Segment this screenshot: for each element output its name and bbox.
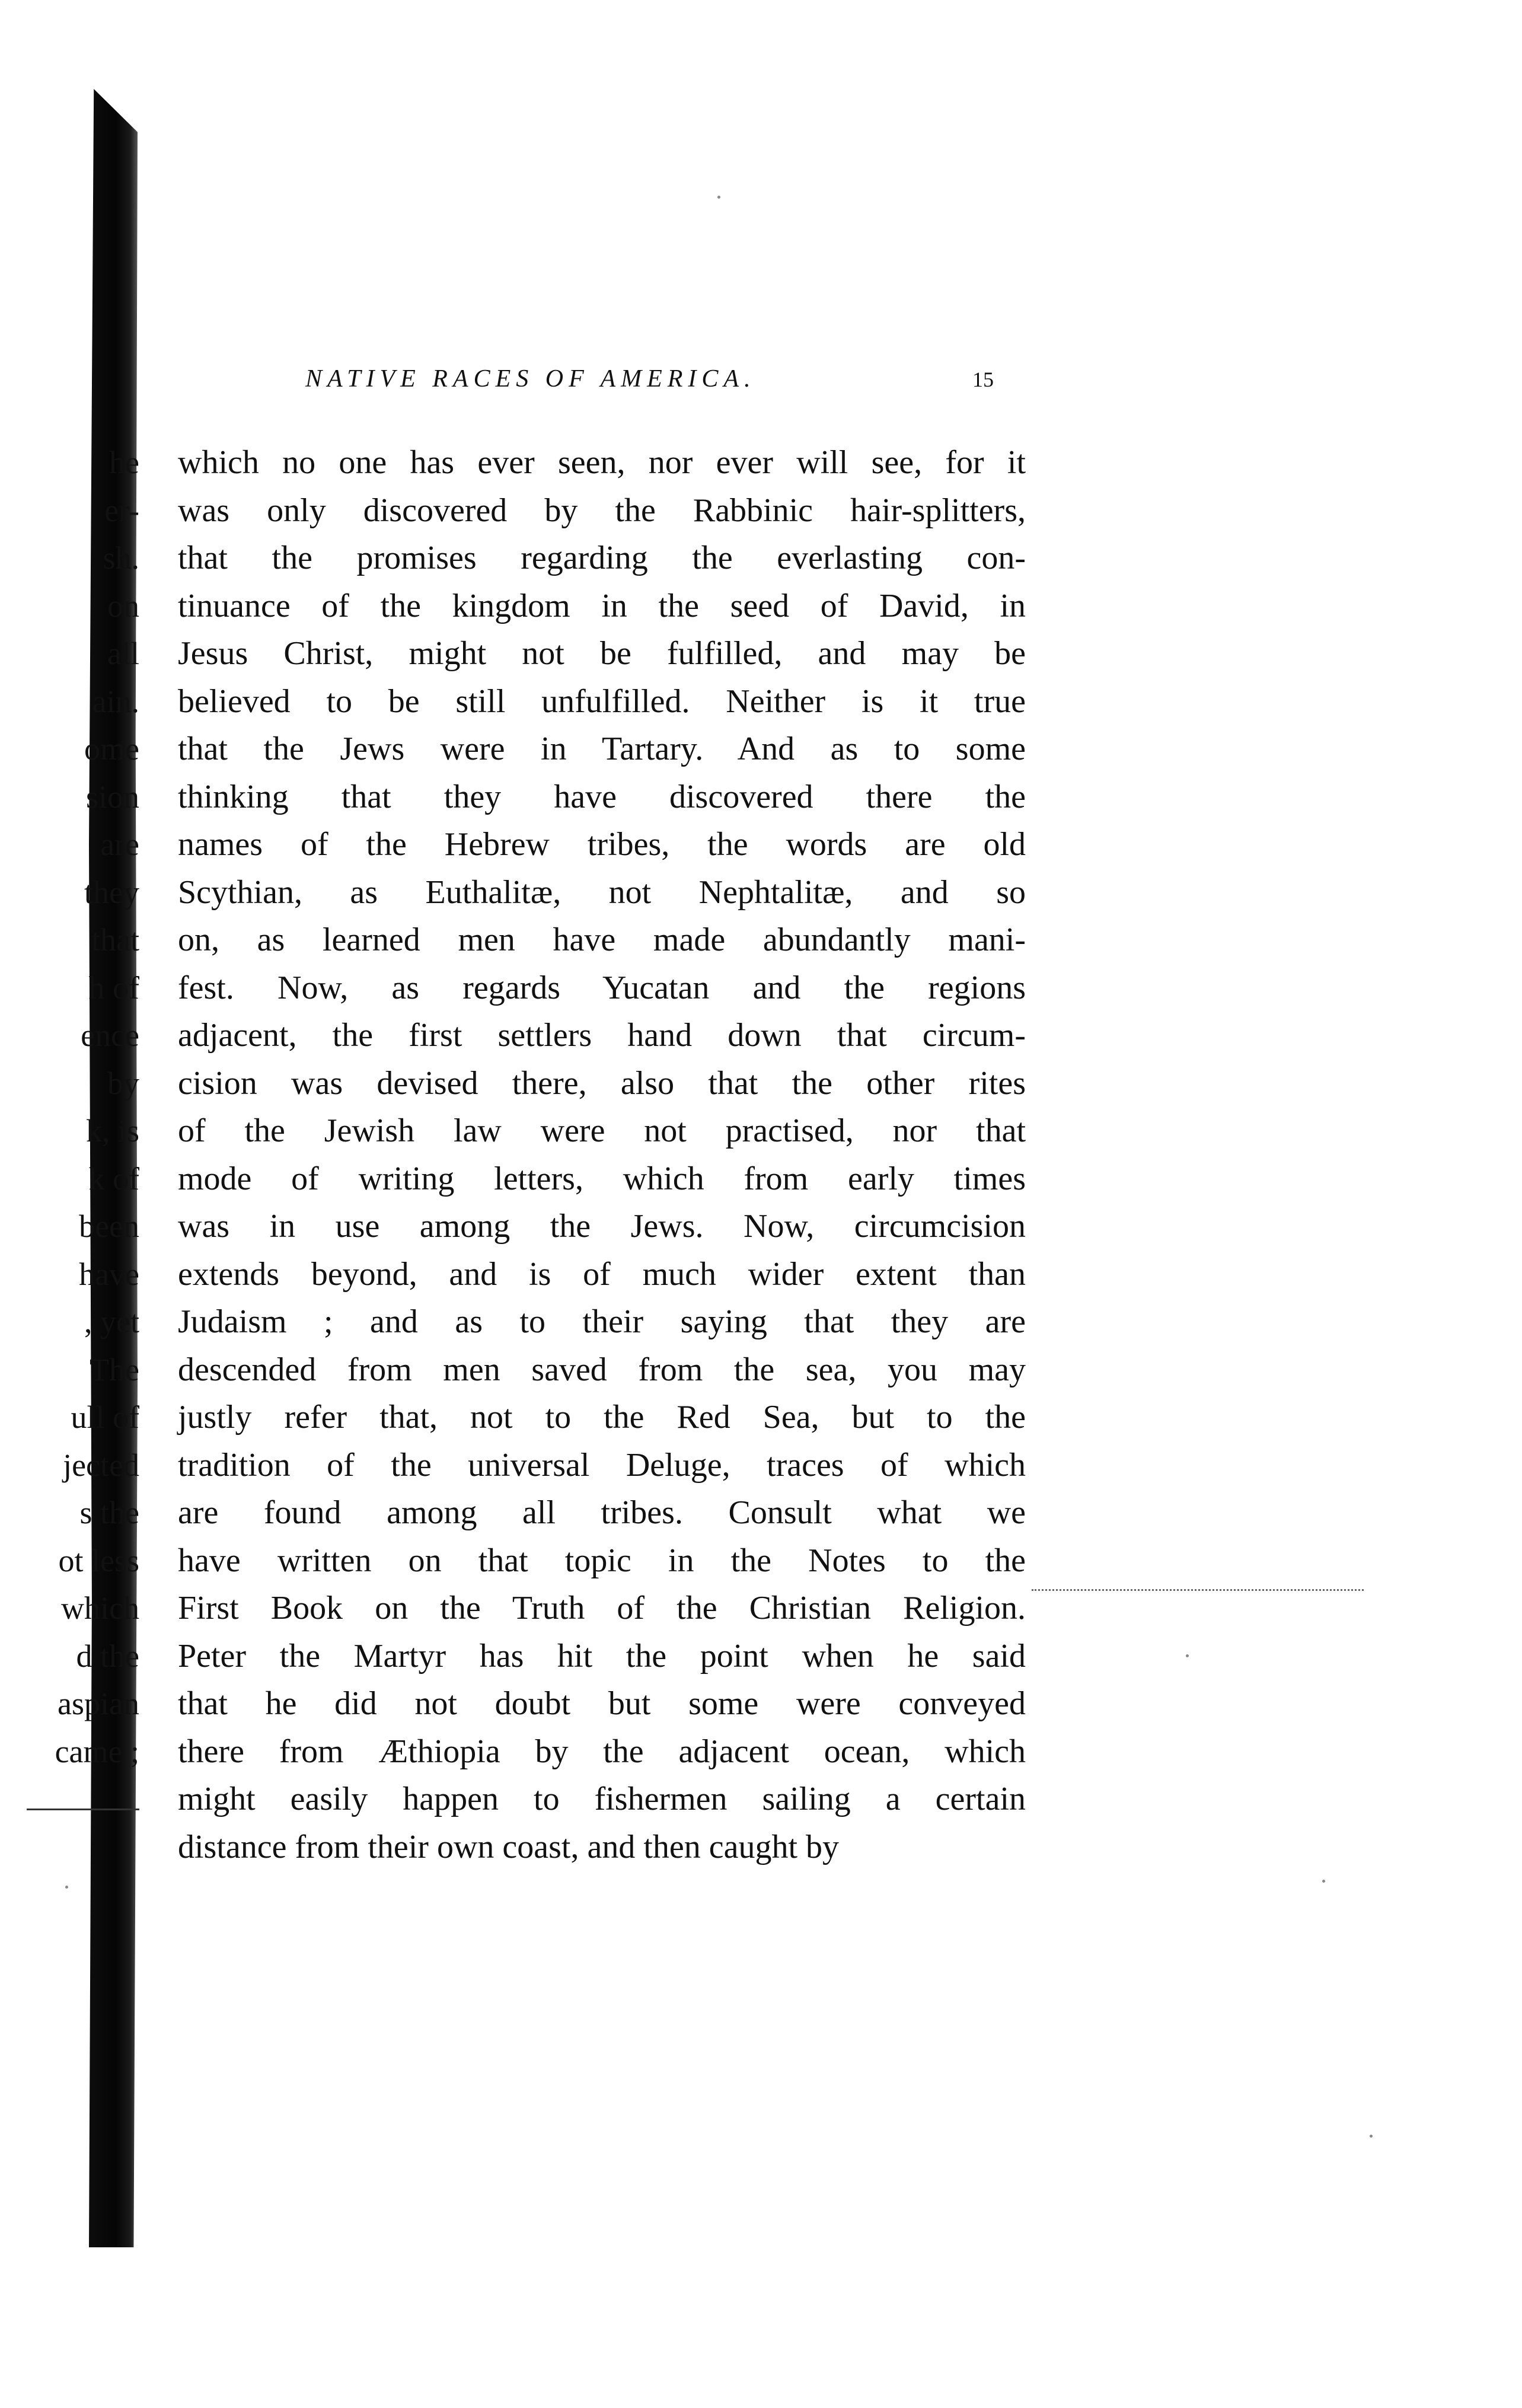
paper-speck [1322,1880,1325,1883]
running-head [255,365,1026,412]
text-line: on, as learned men have made abundantly mani- [178,921,1026,958]
facing-page-fragment: k of [88,1160,139,1197]
text-line: Peter the Martyr has hit the point when he said [178,1637,1026,1675]
text-line: are found among all tribes. Consult what we [178,1494,1026,1531]
facing-page-fragment: sh. [103,540,139,576]
text-line: Jesus Christ, might not be fulfilled, and may be [178,635,1026,672]
facing-page-fragment: been [79,1208,139,1244]
text-line: mode of writing letters, which from early times [178,1160,1026,1197]
facing-page-fragment: sion [85,779,139,815]
running-head-title: NATIVE RACES OF AMERICA. [305,365,756,393]
facing-page-fragment: s the [79,1495,139,1530]
facing-page-fragment: h of [88,969,139,1006]
facing-page-fragment: ain. [92,683,139,719]
text-line: might easily happen to fishermen sailing a certain [178,1781,1026,1817]
facing-page-fragment: ull of [71,1399,139,1435]
text-line: was only discovered by the Rabbinic hair-splitters, [178,492,1026,529]
text-line: thinking that they have discovered there the [178,778,1026,815]
text-line: cision was devised there, also that the other rites [178,1064,1026,1102]
facing-page-fragment: ome [84,731,139,767]
text-line: there from Æthiopia by the adjacent ocean, which [178,1733,1026,1770]
facing-page-fragments [0,439,139,1775]
text-line: that he did not doubt but some were conveyed [178,1685,1026,1722]
text-line: tinuance of the kingdom in the seed of David, in [178,587,1026,624]
text-line: Scythian, as Euthalitæ, not Nephtalitæ, and so [178,873,1026,911]
facing-page-fragment: came ; [55,1733,139,1769]
facing-page-fragment: have [79,1256,139,1292]
facing-page-fragment: all [107,636,139,671]
text-line: that the Jews were in Tartary. And as to some [178,731,1026,767]
facing-page-fragment: on [107,588,139,624]
facing-page-fragment: ot less [58,1542,139,1578]
facing-page-fragment: , yet [84,1304,139,1339]
facing-page-fragment: d the [76,1638,139,1674]
text-line: First Book on the Truth of the Christian Religion. [178,1590,1026,1626]
text-line: was in use among the Jews. Now, circumcision [178,1208,1026,1245]
facing-page-fragment: k, is [85,1113,139,1149]
text-line: fest. Now, as regards Yucatan and the regions [178,969,1026,1006]
paper-speck [65,1886,68,1889]
text-line: descended from men saved from the sea, you may [178,1351,1026,1388]
text-line: justly refer that, not to the Red Sea, but to the [178,1399,1026,1436]
text-line: of the Jewish law were not practised, nor that [178,1112,1026,1149]
text-line: distance from their own coast, and then caught by [178,1828,839,1865]
facing-page-fragment: he [109,445,139,480]
paper-speck [717,196,720,199]
facing-page-fragment: ence [81,1018,139,1053]
text-line: have written on that topic in the Notes to the [178,1542,1026,1579]
facing-page-fragment: The [90,1351,139,1388]
text-line: Judaism ; and as to their saying that they are [178,1303,1026,1340]
text-line: believed to be still unfulfilled. Neither is it true [178,682,1026,720]
facing-page-fragment: er- [104,492,139,528]
facing-page-fragment: they [84,874,139,910]
facing-page-fragment: jected [63,1447,139,1483]
dotted-bleed-mark [1032,1589,1364,1591]
text-line: which no one has ever seen, nor ever will see, for it [178,444,1026,481]
paper-speck [1186,1654,1189,1657]
body-text [178,439,1026,1871]
text-line: that the promises regarding the everlasting con- [178,540,1026,576]
facing-page-fragment: which [61,1590,139,1626]
paper-speck [1370,2135,1373,2138]
text-line: extends beyond, and is of much wider extent than [178,1255,1026,1293]
facing-page-fragment: aspian [58,1686,139,1721]
text-line: names of the Hebrew tribes, the words are old [178,826,1026,863]
text-line: tradition of the universal Deluge, traces of which [178,1446,1026,1484]
facing-page-rule [27,1809,139,1810]
facing-page-fragment: that [91,922,139,958]
facing-page-fragment: are [100,827,139,862]
page-number: 15 [972,368,994,391]
facing-page-fragment: by [107,1065,139,1101]
text-line: adjacent, the first settlers hand down that circum- [178,1017,1026,1054]
